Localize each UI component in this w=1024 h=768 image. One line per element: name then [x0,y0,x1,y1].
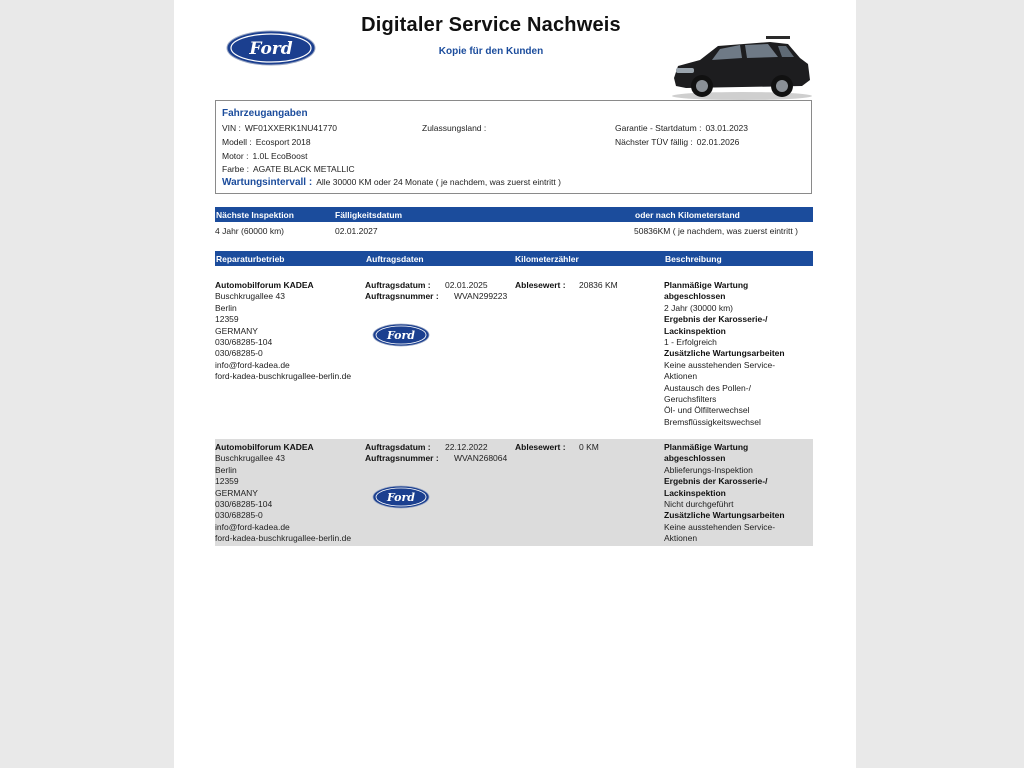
repairs-col-description: Beschreibung [665,254,722,264]
description-line: Keine ausstehenden Service- [664,521,776,532]
description-line: Geruchsfilters [664,393,717,404]
dealer-line: GERMANY [215,487,258,498]
model-row [222,137,311,147]
ford-logo-text: Ford [386,491,416,504]
dealer-name: Automobilforum KADEA [215,280,314,290]
repairs-col-dealer: Reparaturbetrieb [216,254,285,264]
engine-row [222,151,307,161]
description-line: Planmäßige Wartung [664,280,749,290]
model-value: Ecosport 2018 [255,137,311,147]
vin-row [222,123,337,133]
model-label: Modell : [222,137,252,147]
color-row [222,164,355,174]
vin-label: VIN : [222,123,241,133]
ford-logo [372,485,430,509]
description-line: 2 Jahr (30000 km) [664,302,733,313]
description-line: Zusätzliche Wartungsarbeiten [664,510,785,521]
repair-entry [215,276,813,432]
description-line: Bremsflüssigkeitswechsel [664,416,761,427]
dealer-name: Automobilforum KADEA [215,442,314,452]
dealer-address [215,442,351,545]
document-page [174,0,856,768]
interval-value: Alle 30000 KM oder 24 Monate ( je nachdem, was zuerst eintritt ) [316,177,561,187]
dealer-address [215,280,351,383]
warranty-label: Garantie - Startdatum : [615,123,702,133]
dealer-line: GERMANY [215,325,258,336]
vehicle-info-box [215,100,812,194]
description-line: Keine ausstehenden Service- [664,359,776,370]
description-line: Ablieferungs-Inspektion [664,464,753,475]
repair-entry [215,439,813,546]
next-inspection-km: 50836KM ( je nachdem, was zuerst eintritt ) [634,226,798,236]
reading-value: 0 KM [579,442,599,452]
order-number-value: WVAN268064 [454,453,508,463]
description-line: Öl- und Ölfilterwechsel [664,405,750,416]
repairs-col-km: Kilometerzähler [515,254,579,264]
tuv-row [615,137,739,147]
order-date-value: 02.01.2025 [445,280,488,290]
order-date-value: 22.12.2022 [445,442,488,452]
ford-logo-text: Ford [249,39,293,59]
dealer-website: ford-kadea-buschkrugallee-berlin.de [215,533,352,544]
order-date-label: Auftragsdatum : [365,442,431,452]
next-inspection-col-1: Nächste Inspektion [216,210,294,220]
warranty-value: 03.01.2023 [705,123,748,133]
dealer-website: ford-kadea-buschkrugallee-berlin.de [215,371,352,382]
description-line: Ergebnis der Karosserie-/ [664,476,768,487]
engine-value: 1.0L EcoBoost [252,151,308,161]
description-line: abgeschlossen [664,291,726,302]
interval-label: Wartungsintervall : [222,177,313,188]
country-row [422,123,490,133]
order-date-label: Auftragsdatum : [365,280,431,290]
country-label: Zulassungsland : [422,123,487,133]
ford-logo [372,323,430,347]
description-line: Planmäßige Wartung [664,442,749,452]
description-line: Aktionen [664,371,698,382]
tuv-label: Nächster TÜV fällig : [615,137,693,147]
repairs-col-order: Auftragsdaten [366,254,424,264]
repairs-header [215,251,813,266]
interval-row [222,177,561,188]
reading-label: Ablesewert : [515,280,566,290]
vin-value: WF01XXERK1NU41770 [244,123,338,133]
order-number-value: WVAN299223 [454,291,508,301]
description-line: abgeschlossen [664,453,726,464]
page-title: Digitaler Service Nachweis [361,14,621,36]
order-number-label: Auftragsnummer : [365,453,439,463]
description-line: Aktionen [664,533,698,544]
vehicle-section-title: Fahrzeugangaben [222,108,308,119]
description [664,442,785,545]
description [664,280,785,428]
ford-logo [226,30,316,66]
description-line: Zusätzliche Wartungsarbeiten [664,348,785,359]
next-inspection-date: 02.01.2027 [335,226,378,236]
dealer-line: Berlin [215,302,237,313]
next-inspection-col-2: Fälligkeitsdatum [335,210,403,220]
dealer-email: info@ford-kadea.de [215,359,290,370]
description-line: 1 - Erfolgreich [664,336,717,347]
dealer-email: info@ford-kadea.de [215,521,290,532]
dealer-line: Buschkrugallee 43 [215,453,285,464]
vehicle-image [666,30,818,102]
description-line: Lackinspektion [664,325,726,336]
dealer-line: 12359 [215,476,239,487]
dealer-phone: 030/68285-104 [215,336,273,347]
order-number-label: Auftragsnummer : [365,291,439,301]
page-subtitle: Kopie für den Kunden [438,46,544,57]
engine-label: Motor : [222,151,249,161]
reading-label: Ablesewert : [515,442,566,452]
description-line: Nicht durchgeführt [664,498,734,509]
next-inspection-header [215,207,813,222]
description-line: Austausch des Pollen-/ [664,382,751,393]
warranty-row [615,123,748,133]
ford-logo-text: Ford [386,329,416,342]
next-inspection-interval: 4 Jahr (60000 km) [215,226,284,236]
dealer-phone: 030/68285-104 [215,498,273,509]
tuv-value: 02.01.2026 [696,137,740,147]
description-line: Lackinspektion [664,487,726,498]
color-value: AGATE BLACK METALLIC [252,164,355,174]
next-inspection-col-3: oder nach Kilometerstand [635,210,740,220]
description-line: Ergebnis der Karosserie-/ [664,314,768,325]
reading-value: 20836 KM [579,280,618,290]
dealer-line: Berlin [215,464,237,475]
color-label: Farbe : [222,164,249,174]
dealer-line: Buschkrugallee 43 [215,291,285,302]
dealer-phone: 030/68285-0 [215,348,263,359]
dealer-phone: 030/68285-0 [215,510,263,521]
dealer-line: 12359 [215,314,239,325]
